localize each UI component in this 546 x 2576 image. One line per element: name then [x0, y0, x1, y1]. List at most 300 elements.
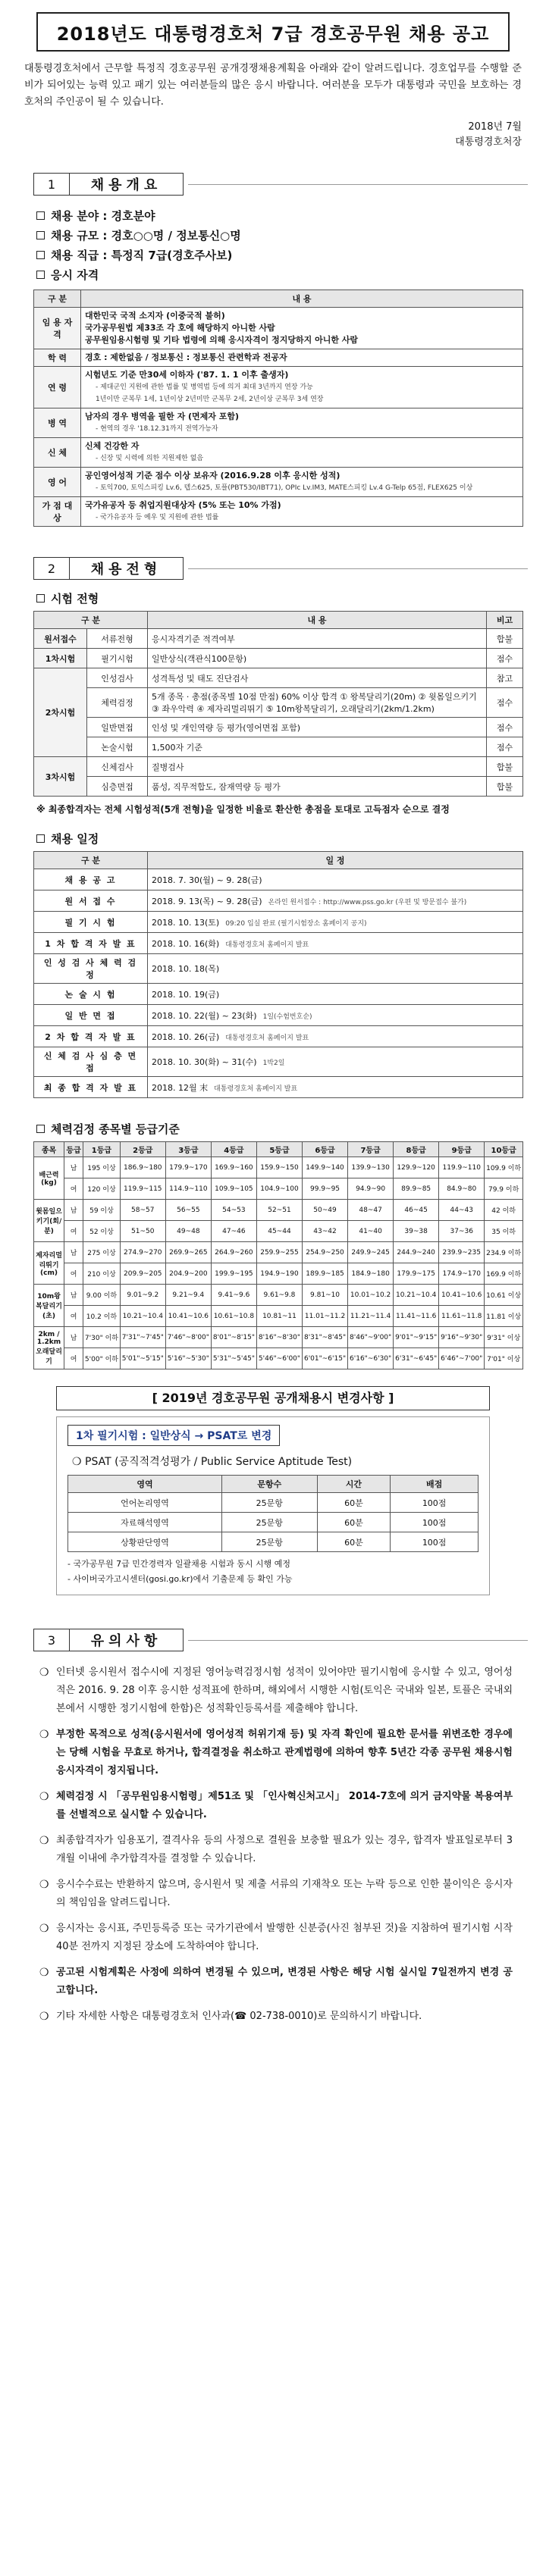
fitness-event: 2km / 1.2km 오래달리기: [34, 1327, 64, 1369]
qualification-category: 신 체: [34, 438, 81, 468]
caution-item: [39, 1876, 513, 1912]
fitness-value: 129.9~120: [394, 1157, 439, 1178]
fitness-table-wrap: [33, 1141, 523, 1369]
fitness-value: 8'46"~9'00": [348, 1327, 394, 1348]
process-item: 논술시험: [87, 737, 148, 757]
checkbox-icon: [36, 1125, 45, 1133]
table-header: 6등급: [303, 1142, 348, 1157]
table-row: [34, 954, 523, 984]
issuer: 대통령경호처장: [455, 136, 522, 148]
section-3-header: [33, 1629, 528, 1651]
fitness-value: 7'30" 이하: [83, 1327, 121, 1348]
content-line: 공인영어성적 기준 점수 이상 보유자 (2016.9.28 이후 응시한 성적): [85, 471, 340, 480]
fitness-sex: 여: [64, 1306, 83, 1327]
caution-item: [39, 2008, 513, 2026]
fitness-value: 169.9~160: [211, 1157, 256, 1178]
qualification-content: [81, 468, 523, 497]
fitness-value: 8'31"~8'45": [303, 1327, 348, 1348]
fitness-value: 6'01"~6'15": [303, 1348, 348, 1369]
caution-item: [39, 1788, 513, 1824]
fitness-value: 52 이상: [83, 1221, 121, 1242]
table-header: 영역: [68, 1476, 222, 1493]
table-row: [34, 367, 523, 408]
caution-item: [39, 1920, 513, 1956]
fitness-value: 274.9~270: [120, 1242, 165, 1263]
fitness-value: 239.9~235: [439, 1242, 485, 1263]
content-line: - 국가유공자 등 예우 및 지원에 관한 법률: [96, 514, 219, 521]
table-row: [34, 777, 523, 797]
table-row: [34, 737, 523, 757]
circle-icon: ❍: [39, 1967, 49, 1979]
fitness-value: 109.9~105: [211, 1178, 256, 1200]
schedule-rows: [34, 869, 523, 1098]
circle-icon: ❍: [39, 2011, 49, 2023]
psat-rows: [68, 1493, 479, 1552]
section-1-header: [33, 173, 528, 196]
caution-item: [39, 1964, 513, 2000]
subhead-schedule: [36, 831, 528, 847]
fitness-value: 35 이하: [485, 1221, 523, 1242]
section-rule: [188, 1640, 528, 1641]
checkbox-icon: [36, 594, 45, 603]
content-line: 시험년도 기준 만30세 이하자 ('87. 1. 1 이후 출생자): [85, 370, 289, 380]
process-content: 인성 및 개인역량 등 평가(영어면접 포함): [148, 718, 487, 737]
fitness-sex: 남: [64, 1285, 83, 1306]
fitness-value: 11.41~11.6: [394, 1306, 439, 1327]
caution-text: 공고된 시험계획은 사정에 의하여 변경될 수 있으며, 변경된 사항은 해당 시험 실시일 7일전까지 변경 공고합니다.: [56, 1967, 513, 1996]
circle-icon: ❍: [39, 1923, 49, 1935]
fitness-sex: 남: [64, 1157, 83, 1178]
fitness-value: 159.9~150: [256, 1157, 302, 1178]
bullet-size: [36, 226, 528, 246]
section-title: 유의사항: [70, 1629, 184, 1651]
schedule-name: 인 성 검 사 체 력 검 정: [34, 954, 148, 984]
fitness-value: 109.9 이하: [485, 1157, 523, 1178]
table-row: [68, 1493, 479, 1513]
qualification-table-wrap: [33, 290, 523, 527]
bullet-text: 채용 규모 : 경호○○명 / 정보통신○명: [51, 229, 241, 243]
fitness-value: 99.9~95: [303, 1178, 348, 1200]
process-item: 체력검정: [87, 688, 148, 718]
fitness-value: 10.61 이상: [485, 1285, 523, 1306]
process-content: 응시자격기준 적격여부: [148, 629, 487, 649]
process-stage: 1차시험: [34, 649, 87, 668]
fitness-value: 10.61~10.8: [211, 1306, 256, 1327]
announce-date: 2018년 7월: [468, 121, 522, 133]
table-header: 구 분: [34, 612, 148, 629]
qualification-content: [81, 497, 523, 527]
fitness-value: 5'01"~5'15": [120, 1348, 165, 1369]
fitness-value: 114.9~110: [165, 1178, 211, 1200]
schedule-name: 신 체 검 사 심 층 면 접: [34, 1047, 148, 1077]
subhead-process: [36, 590, 528, 606]
fitness-value: 169.9 이하: [485, 1263, 523, 1285]
fitness-value: 44~43: [439, 1200, 485, 1221]
process-note: 합불: [487, 757, 523, 777]
content-line: 1년이만 군복무 1세, 1년이상 2년미만 군복무 2세, 2년이상 군복무 3세 연장: [96, 396, 324, 403]
table-row: [34, 933, 523, 954]
fitness-value: 7'46"~8'00": [165, 1327, 211, 1348]
fitness-event: 10m왕복달리기(초): [34, 1285, 64, 1327]
fitness-value: 8'01"~8'15": [211, 1327, 256, 1348]
dateline: [18, 120, 522, 150]
process-rows: [34, 629, 523, 797]
fitness-value: 11.21~11.4: [348, 1306, 394, 1327]
process-note: 참고: [487, 668, 523, 688]
fitness-sex: 여: [64, 1348, 83, 1369]
content-line: 공무원임용시험령 및 기타 법령에 의해 응시자격이 정지당하지 아니한 사람: [85, 335, 359, 345]
schedule-date-text: 2018. 10. 19(금): [152, 989, 220, 1000]
table-row: [34, 408, 523, 438]
fitness-sex: 남: [64, 1242, 83, 1263]
schedule-date-text: 2018. 10. 22(월) ~ 23(화): [152, 1010, 257, 1021]
schedule-date: [148, 1005, 523, 1026]
fitness-value: 10.21~10.4: [394, 1285, 439, 1306]
psat-cell: 자료해석영역: [68, 1513, 222, 1532]
table-row: [34, 649, 523, 668]
fitness-value: 52~51: [256, 1200, 302, 1221]
qualification-category: 임 용 자 격: [34, 308, 81, 349]
fitness-value: 5'46"~6'00": [256, 1348, 302, 1369]
process-content: 1,500자 기준: [148, 737, 487, 757]
fitness-event: 제자리멀리뛰기(cm): [34, 1242, 64, 1285]
fitness-value: 9.01~9.2: [120, 1285, 165, 1306]
psat-cell: 60분: [317, 1532, 391, 1552]
fitness-value: 79.9 이하: [485, 1178, 523, 1200]
fitness-value: 269.9~265: [165, 1242, 211, 1263]
content-line: 신체 건강한 자: [85, 441, 140, 451]
fitness-value: 179.9~175: [394, 1263, 439, 1285]
psat-notes: [67, 1557, 479, 1587]
circle-icon: ❍: [39, 1879, 49, 1891]
schedule-date: [148, 912, 523, 933]
schedule-date: [148, 890, 523, 912]
table-row: [34, 1242, 523, 1263]
table-row: [34, 1200, 523, 1221]
fitness-value: 46~45: [394, 1200, 439, 1221]
schedule-date-text: 2018. 10. 16(화): [152, 938, 220, 949]
schedule-date-text: 2018. 9. 13(목) ~ 9. 28(금): [152, 896, 262, 906]
section-number: 3: [33, 1629, 70, 1651]
fitness-rows: [34, 1157, 523, 1369]
fitness-value: 264.9~260: [211, 1242, 256, 1263]
psat-cell: 60분: [317, 1493, 391, 1513]
circle-icon: ❍: [39, 1667, 49, 1679]
table-row: [34, 1263, 523, 1285]
circle-icon: ❍: [39, 1729, 49, 1741]
schedule-date-text: 2018. 10. 26(금): [152, 1031, 220, 1042]
table-header: 등급: [64, 1142, 83, 1157]
caution-text: 부정한 목적으로 성적(응시원서에 영어성적 허위기재 등) 및 자격 확인에 필요한 문서를 위변조한 경우에는 당해 시험을 무효로 하거나, 합격결정을 취소하고 관계법령에 의하여 향후 5년간 각종 공무원 채용시험 응시자격이 정지됩니다.: [56, 1729, 513, 1776]
schedule-date-text: 2018. 10. 30(화) ~ 31(수): [152, 1057, 257, 1067]
table-header: 종목: [34, 1142, 64, 1157]
fitness-value: 119.9~115: [120, 1178, 165, 1200]
schedule-date: [148, 869, 523, 890]
schedule-note: 1일(수험번호순): [262, 1013, 312, 1021]
fitness-sex: 여: [64, 1263, 83, 1285]
table-header: 2등급: [120, 1142, 165, 1157]
table-header: 4등급: [211, 1142, 256, 1157]
schedule-note: 대통령경호처 홈페이지 발표: [225, 941, 309, 949]
caution-text: 인터넷 응시원서 접수시에 지정된 영어능력검정시험 성적이 있어야만 필기시험에 응시할 수 있고, 영어성적은 2016. 9. 28 이후 응시한 성적표에 한하며, 해외에서 시행한 시험(토익은 국내와 일본, 토플은 국내외본에서 시행한 정기시험에 한함)은 성적확인등록서를 제출해야 합니다.: [56, 1667, 513, 1714]
table-row: [34, 468, 523, 497]
fitness-value: 254.9~250: [303, 1242, 348, 1263]
fitness-value: 9.41~9.6: [211, 1285, 256, 1306]
fitness-value: 9'01"~9'15": [394, 1327, 439, 1348]
page-title: 2018년도 대통령경호처 7급 경호공무원 채용 공고: [56, 23, 490, 45]
fitness-value: 89.9~85: [394, 1178, 439, 1200]
table-row: [34, 438, 523, 468]
schedule-date-text: 2018. 7. 30(월) ~ 9. 28(금): [152, 875, 262, 885]
schedule-name: 최 종 합 격 자 발 표: [34, 1077, 148, 1098]
table-header: 문항수: [221, 1476, 317, 1493]
table-header: 8등급: [394, 1142, 439, 1157]
qualification-category: 연 령: [34, 367, 81, 408]
table-header: 구 분: [34, 852, 148, 869]
table-row: [34, 1285, 523, 1306]
table-row: [34, 668, 523, 688]
schedule-date: [148, 933, 523, 954]
table-header: 일 정: [148, 852, 523, 869]
circle-icon: ❍: [72, 1456, 86, 1468]
psat-cell: 100점: [391, 1513, 479, 1532]
psat-header-row: [68, 1476, 479, 1493]
overview-bullets: [36, 206, 528, 285]
qualification-content: [81, 349, 523, 367]
schedule-date-text: 2018. 12월 末: [152, 1082, 209, 1093]
table-header: 1등급: [83, 1142, 121, 1157]
section-title: 채용전형: [70, 557, 184, 580]
table-row: [68, 1513, 479, 1532]
bullet-field: [36, 206, 528, 226]
section-title: 채용개요: [70, 173, 184, 196]
fitness-value: 5'31"~5'45": [211, 1348, 256, 1369]
fitness-event: 윗몸일으키기(회/분): [34, 1200, 64, 1242]
content-line: - 현역의 경우 '18.12.31까지 전역가능자: [96, 425, 218, 433]
fitness-value: 179.9~170: [165, 1157, 211, 1178]
fitness-value: 50~49: [303, 1200, 348, 1221]
fitness-value: 37~36: [439, 1221, 485, 1242]
schedule-name: 논 술 시 험: [34, 984, 148, 1005]
fitness-value: 84.9~80: [439, 1178, 485, 1200]
fitness-header-row: [34, 1142, 523, 1157]
subhead-text: 채용 일정: [51, 832, 99, 846]
process-note: 점수: [487, 737, 523, 757]
process-stage: 3차시험: [34, 757, 87, 797]
caution-item: [39, 1664, 513, 1718]
table-row: [34, 349, 523, 367]
process-item: 필기시험: [87, 649, 148, 668]
content-line: - 신장 및 시력에 의한 지원제한 없음: [96, 455, 204, 462]
written-exam-change: 1차 필기시험 : 일반상식 → PSAT로 변경: [67, 1425, 280, 1446]
fitness-value: 184.9~180: [348, 1263, 394, 1285]
fitness-value: 199.9~195: [211, 1263, 256, 1285]
subhead-fitness: [36, 1121, 528, 1137]
table-row: [34, 869, 523, 890]
fitness-value: 194.9~190: [256, 1263, 302, 1285]
content-line: 경호 : 제한없음 / 정보통신 : 정보통신 관련학과 전공자: [85, 352, 287, 362]
process-item: 일반면접: [87, 718, 148, 737]
fitness-value: 6'16"~6'30": [348, 1348, 394, 1369]
fitness-value: 234.9 이하: [485, 1242, 523, 1263]
process-content: 5개 종목 · 총점(종목별 10점 만점) 60% 이상 합격 ① 왕복달리기(20m) ② 윗몸일으키기 ③ 좌우악력 ④ 제자리멀리뛰기 ⑤ 10m왕복달리기, 오래달리기(2km/1.2km): [148, 688, 487, 718]
fitness-value: 39~38: [394, 1221, 439, 1242]
caution-list: [39, 1664, 513, 2026]
fitness-event: 배근력(kg): [34, 1157, 64, 1200]
fitness-value: 10.81~11: [256, 1306, 302, 1327]
checkbox-icon: [36, 211, 45, 220]
schedule-date-text: 2018. 10. 13(토): [152, 917, 220, 928]
fitness-value: 119.9~110: [439, 1157, 485, 1178]
fitness-value: 139.9~130: [348, 1157, 394, 1178]
fitness-value: 209.9~205: [120, 1263, 165, 1285]
checkbox-icon: [36, 834, 45, 843]
fitness-value: 7'01" 이상: [485, 1348, 523, 1369]
fitness-value: 94.9~90: [348, 1178, 394, 1200]
table-row: [34, 1178, 523, 1200]
qualification-category: 학 력: [34, 349, 81, 367]
fitness-value: 58~57: [120, 1200, 165, 1221]
process-item: 서류전형: [87, 629, 148, 649]
table-header: 7등급: [348, 1142, 394, 1157]
process-stage: 2차시험: [34, 668, 87, 757]
content-line: 국가공무원법 제33조 각 호에 해당하지 아니한 사람: [85, 323, 275, 333]
table-row: [34, 1306, 523, 1327]
fitness-value: 51~50: [120, 1221, 165, 1242]
caution-text: 체력검정 시 「공무원임용시험령」제51조 및 「인사혁신처고시」 2014-7호에 의거 금지약물 복용여부를 선별적으로 실시할 수 있습니다.: [56, 1791, 513, 1820]
table-header: 비고: [487, 612, 523, 629]
fitness-value: 54~53: [211, 1200, 256, 1221]
process-note: 합불: [487, 629, 523, 649]
qualification-rows: [34, 308, 523, 527]
table-row: [34, 1327, 523, 1348]
fitness-value: 11.81 이상: [485, 1306, 523, 1327]
table-row: [34, 912, 523, 933]
process-content: 질병검사: [148, 757, 487, 777]
fitness-value: 104.9~100: [256, 1178, 302, 1200]
table-row: [34, 718, 523, 737]
fitness-value: 11.61~11.8: [439, 1306, 485, 1327]
bullet-grade: [36, 246, 528, 265]
fitness-sex: 남: [64, 1200, 83, 1221]
fitness-value: 120 이상: [83, 1178, 121, 1200]
schedule-name: 2 차 합 격 자 발 표: [34, 1026, 148, 1047]
section-number: 2: [33, 557, 70, 580]
process-note: 합불: [487, 777, 523, 797]
table-row: [34, 497, 523, 527]
table-header: 10등급: [485, 1142, 523, 1157]
fitness-value: 189.9~185: [303, 1263, 348, 1285]
process-note: ※ 최종합격자는 전체 시험성적(5개 전형)을 일정한 비율로 환산한 총점을 토대로 고득점자 순으로 결정: [36, 804, 450, 815]
schedule-date: [148, 1047, 523, 1077]
table-row: [34, 308, 523, 349]
table-row: [34, 757, 523, 777]
table-header: 구 분: [34, 290, 81, 308]
fitness-value: 8'16"~8'30": [256, 1327, 302, 1348]
table-row: [34, 1157, 523, 1178]
fitness-value: 9'31" 이상: [485, 1327, 523, 1348]
section-number: 1: [33, 173, 70, 196]
fitness-value: 11.01~11.2: [303, 1306, 348, 1327]
schedule-note: 대통령경호처 홈페이지 발표: [225, 1034, 309, 1042]
schedule-date: [148, 984, 523, 1005]
schedule-note: 대통령경호처 홈페이지 발표: [214, 1085, 298, 1093]
announcement-page: [0, 12, 546, 2576]
section-2-header: [33, 557, 528, 580]
subhead-text: 시험 전형: [51, 592, 99, 606]
schedule-name: 일 반 면 접: [34, 1005, 148, 1026]
fitness-value: 49~48: [165, 1221, 211, 1242]
table-row: [68, 1532, 479, 1552]
fitness-value: 42 이하: [485, 1200, 523, 1221]
fitness-value: 9.21~9.4: [165, 1285, 211, 1306]
checkbox-icon: [36, 251, 45, 259]
psat-line: [72, 1454, 479, 1469]
table-row: [34, 1005, 523, 1026]
fitness-value: 5'00" 이하: [83, 1348, 121, 1369]
table-header: 시간: [317, 1476, 391, 1493]
table-row: [34, 984, 523, 1005]
changes-box: [56, 1416, 490, 1595]
content-line: - 제대군인 지원에 관한 법률 및 병역법 등에 의거 최대 3년까지 연장 가능: [96, 383, 313, 391]
content-line: 남자의 경우 병역을 필한 자 (면제자 포함): [85, 412, 240, 421]
process-note: 점수: [487, 649, 523, 668]
table-row: [34, 1077, 523, 1098]
fitness-value: 56~55: [165, 1200, 211, 1221]
table-header: 5등급: [256, 1142, 302, 1157]
schedule-date: [148, 954, 523, 984]
fitness-value: 5'16"~5'30": [165, 1348, 211, 1369]
process-content: 품성, 직무적합도, 잠재역량 등 평가: [148, 777, 487, 797]
fitness-value: 48~47: [348, 1200, 394, 1221]
fitness-value: 10.41~10.6: [165, 1306, 211, 1327]
fitness-value: 10.21~10.4: [120, 1306, 165, 1327]
table-header: 배점: [391, 1476, 479, 1493]
psat-cell: 60분: [317, 1513, 391, 1532]
schedule-table: [33, 851, 523, 1098]
table-row: [34, 629, 523, 649]
title-box: [36, 12, 510, 52]
fitness-value: 259.9~255: [256, 1242, 302, 1263]
bullet-text: 응시 자격: [51, 268, 99, 282]
table-row: [34, 688, 523, 718]
fitness-value: 210 이상: [83, 1263, 121, 1285]
fitness-value: 6'31"~6'45": [394, 1348, 439, 1369]
table-row: [34, 1348, 523, 1369]
schedule-name: 원 서 접 수: [34, 890, 148, 912]
schedule-name: 채 용 공 고: [34, 869, 148, 890]
psat-note: - 국가공무원 7급 민간경력자 일괄채용 시험과 동시 시행 예정: [67, 1559, 290, 1569]
fitness-sex: 여: [64, 1221, 83, 1242]
table-row: [34, 1221, 523, 1242]
schedule-note: 온라인 원서접수 : http://www.pss.go.kr (우편 및 방문접수 불가): [268, 898, 467, 906]
fitness-value: 149.9~140: [303, 1157, 348, 1178]
table-header: 3등급: [165, 1142, 211, 1157]
fitness-value: 41~40: [348, 1221, 394, 1242]
qualification-content: [81, 308, 523, 349]
fitness-value: 10.41~10.6: [439, 1285, 485, 1306]
schedule-table-wrap: [33, 851, 523, 1098]
psat-note: - 사이버국가고시센터(gosi.go.kr)에서 기출문제 등 확인 가능: [67, 1574, 293, 1584]
table-row: [34, 1026, 523, 1047]
content-line: 국가유공자 등 취업지원대상자 (5% 또는 10% 가점): [85, 500, 281, 510]
psat-table: [67, 1475, 479, 1552]
psat-text: PSAT (공직적격성평가 / Public Service Aptitude Test): [85, 1456, 353, 1468]
checkbox-icon: [36, 271, 45, 279]
fitness-value: 9.00 이하: [83, 1285, 121, 1306]
table-row: [34, 1047, 523, 1077]
process-content: 성격특성 및 태도 진단검사: [148, 668, 487, 688]
